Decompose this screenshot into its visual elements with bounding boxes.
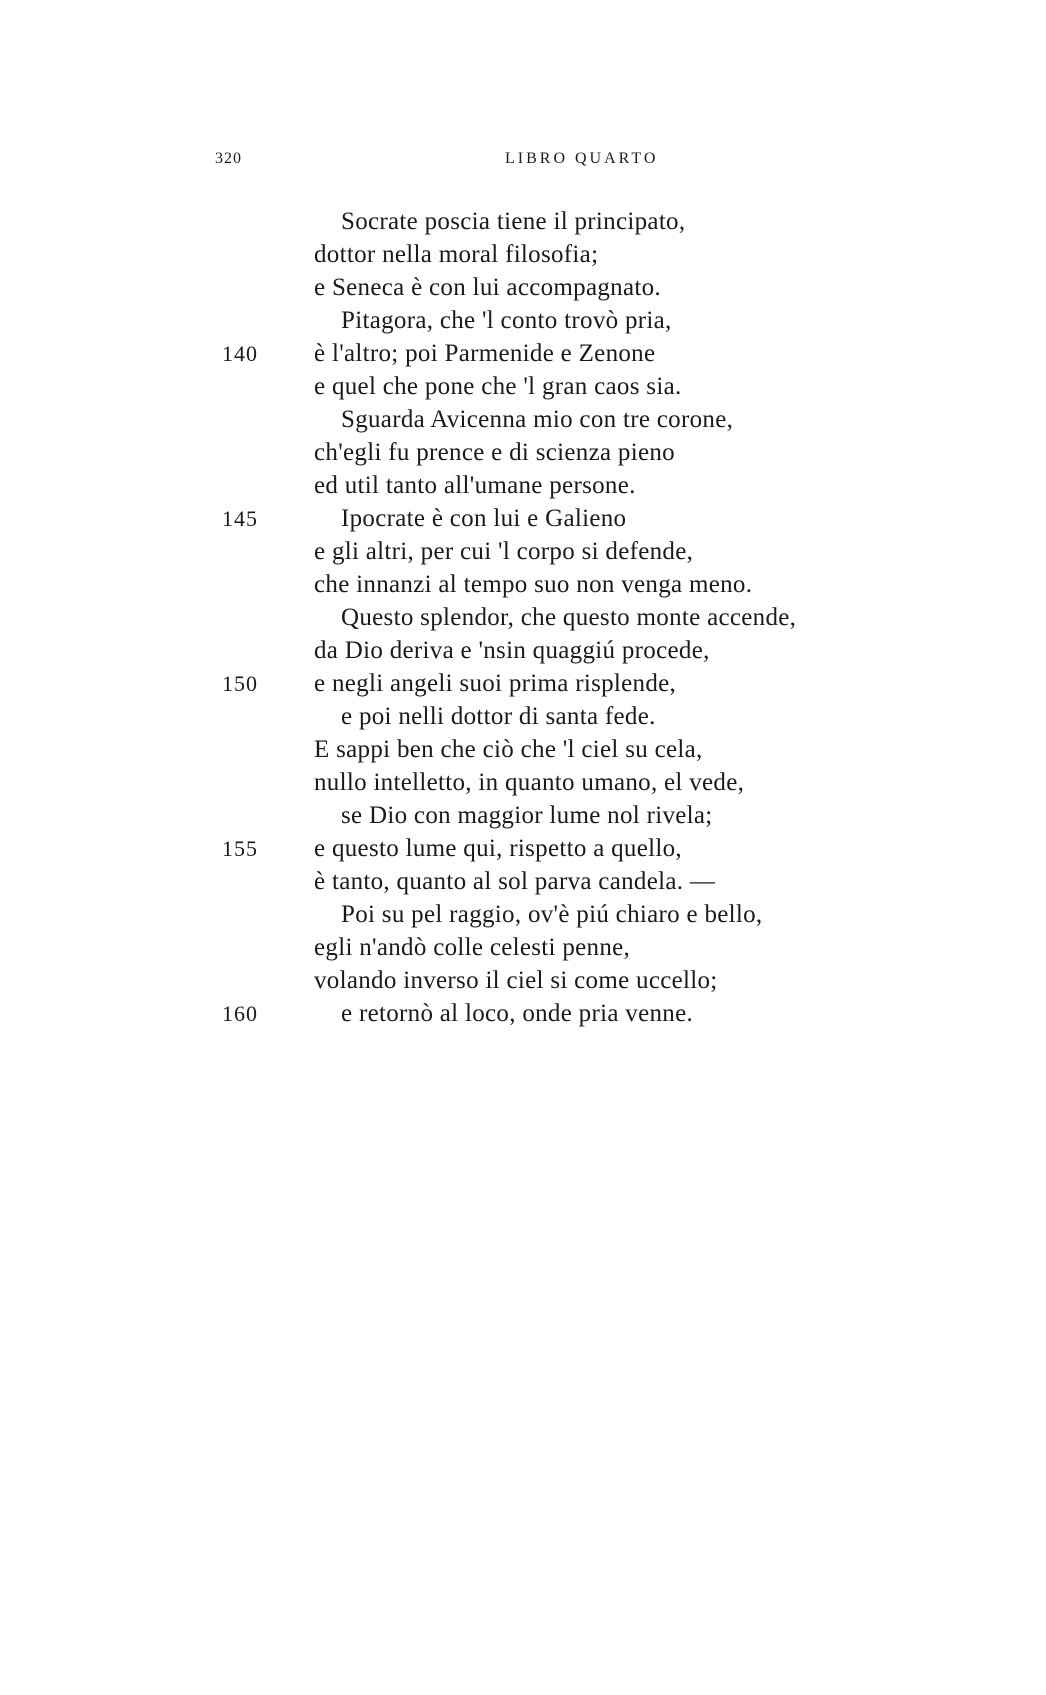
line-text: dottor nella moral filosofia; [314,241,599,268]
poem-line [0,601,1046,634]
line-text: da Dio deriva e 'nsin quaggiú procede, [314,637,710,664]
line-text: e Seneca è con lui accompagnato. [314,274,661,301]
poem-line [0,238,1046,271]
line-text: Pitagora, che 'l conto trovò pria, [341,307,672,334]
poem-line [0,568,1046,601]
line-text: ch'egli fu prence e di scienza pieno [314,439,675,466]
poem-line [0,403,1046,436]
poem-line [0,997,1046,1030]
poem-line [0,799,1046,832]
poem-line [0,865,1046,898]
poem-line [0,964,1046,997]
poem-line [0,469,1046,502]
poem-line [0,931,1046,964]
line-text: ed util tanto all'umane persone. [314,472,636,499]
line-text: Socrate poscia tiene il principato, [341,208,686,235]
poem-line [0,535,1046,568]
line-text: Sguarda Avicenna mio con tre corone, [341,406,734,433]
line-text: e gli altri, per cui 'l corpo si defende, [314,538,694,565]
line-text: e poi nelli dottor di santa fede. [341,703,656,730]
poem-line [0,337,1046,370]
line-text: nullo intelletto, in quanto umano, el vede, [314,769,745,796]
line-text: Questo splendor, che questo monte accende, [341,604,797,631]
running-head: LIBRO QUARTO [505,150,659,167]
line-text: E sappi ben che ciò che 'l ciel su cela, [314,736,703,763]
poem-line [0,304,1046,337]
poem-line [0,502,1046,535]
poem-line [0,370,1046,403]
poem-line [0,436,1046,469]
line-text: egli n'andò colle celesti penne, [314,934,631,961]
line-text: e retornò al loco, onde pria venne. [341,1000,694,1027]
line-text: e questo lume qui, rispetto a quello, [314,835,682,862]
line-number: 155 [222,836,258,861]
line-text: e negli angeli suoi prima risplende, [314,670,677,697]
line-text: Ipocrate è con lui e Galieno [341,505,627,532]
line-text: è tanto, quanto al sol parva candela. — [314,868,716,895]
line-number: 140 [222,341,258,366]
poem-line [0,700,1046,733]
line-number: 150 [222,671,258,696]
line-text: Poi su pel raggio, ov'è piú chiaro e bello, [341,901,763,928]
line-text: se Dio con maggior lume nol rivela; [341,802,713,829]
poem-line [0,733,1046,766]
line-text: e quel che pone che 'l gran caos sia. [314,373,682,400]
poem-line [0,766,1046,799]
line-number: 160 [222,1001,258,1026]
line-text: che innanzi al tempo suo non venga meno. [314,571,753,598]
page-number: 320 [215,150,242,167]
line-text: volando inverso il ciel si come uccello; [314,967,718,994]
poem-line [0,898,1046,931]
line-number: 145 [222,506,258,531]
poem-line [0,832,1046,865]
poem-line [0,667,1046,700]
poem-line [0,634,1046,667]
poem-line [0,205,1046,238]
poem-line [0,271,1046,304]
line-text: è l'altro; poi Parmenide e Zenone [314,340,656,367]
